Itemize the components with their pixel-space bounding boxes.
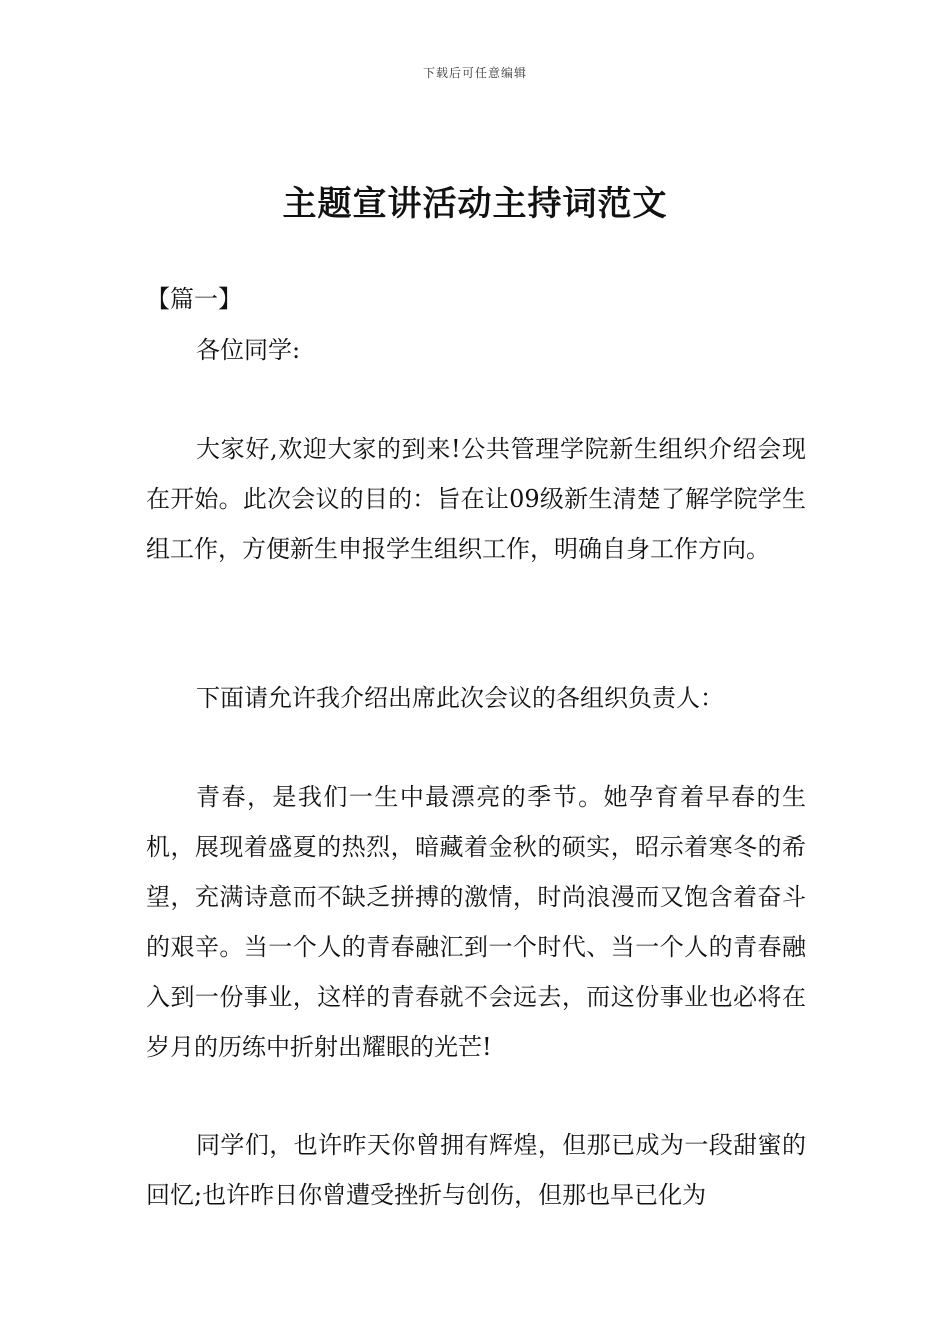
paragraph-introduction: 下面请允许我介绍出席此次会议的各组织负责人： (196, 684, 724, 712)
salutation: 各位同学: (196, 336, 301, 364)
paragraph-classmates: 同学们，也许昨天你曾拥有辉煌，但那已成为一段甜蜜的回忆;也许昨日你曾遭受挫折与创伤，但那也早已化为 (146, 1131, 806, 1209)
paragraph-youth: 青春，是我们一生中最漂亮的季节。她孕育着早春的生机，展现着盛夏的热烈，暗藏着金秋的硕实，昭示着寒冬的希望，充满诗意而不缺乏拼搏的激情，时尚浪漫而又饱含着奋斗的艰辛。当一个人的青春融汇到一个时代、当一个人的青春融入到一份事业，这样的青春就不会远去，而这份事业也必将在岁月的历练中折射出耀眼的光芒! (146, 783, 806, 1061)
paragraph-welcome: 大家好,欢迎大家的到来!公共管理学院新生组织介绍会现在开始。此次会议的目的：旨在让09级新生清楚了解学院学生组工作，方便新生申报学生组织工作，明确自身工作方向。 (146, 435, 806, 563)
section-label: 【篇一】 (146, 285, 242, 313)
document-title: 主题宣讲活动主持词范文 (282, 184, 668, 224)
header-note: 下载后可任意编辑 (422, 66, 527, 80)
